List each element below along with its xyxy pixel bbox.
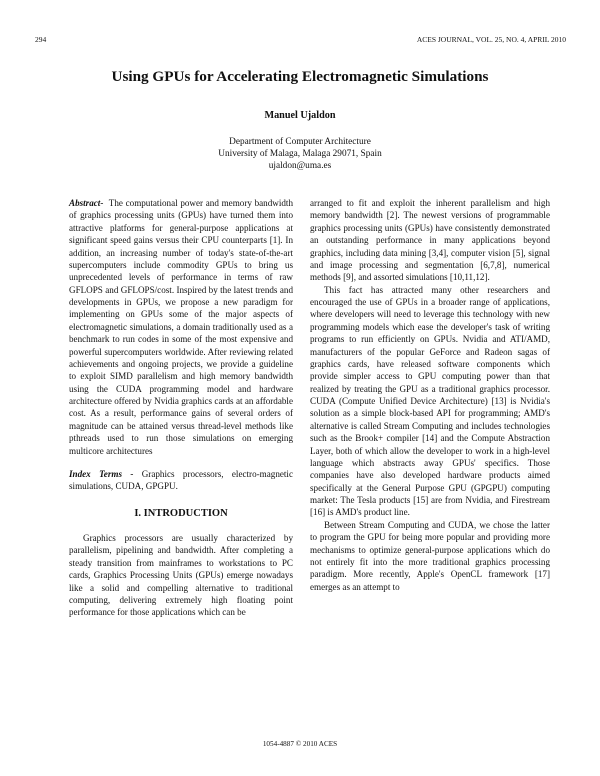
index-terms-text: Graphics processors, electro-magnetic simulations, CUDA, GPGPU.: [69, 468, 293, 492]
abstract-label: Abstract-: [69, 198, 104, 208]
abstract: [69, 197, 293, 457]
university: University of Malaga, Malaga 29071, Spain: [218, 149, 382, 159]
email: ujaldon@uma.es: [268, 161, 332, 171]
paragraph: Between Stream Computing and CUDA, we chose the latter to program the GPU for being more popular and providing more mechanisms to optimize general-purpose applications which do not entirely fit into the more traditional graphics processing paradigm. More recently, Apple's OpenCL framework [17] emerges as an attempt to: [310, 519, 550, 592]
intro-paragraph: Graphics processors are usually characterized by parallelism, pipelining and bandwidth. After completing a steady transition from mainframes to workstations to PC cards, Graphics Processing Units (GPUs) emerge nowadays like a solid and compelling alternative to traditional computing, delivering extremely high floating point performance for those applications which can be: [69, 533, 293, 618]
department: Department of Computer Architecture: [229, 137, 371, 147]
right-column: [310, 197, 550, 593]
paragraph: This fact has attracted many other researchers and encouraged the use of GPUs in a broader range of applications, where developers will need to leverage this technology with new programming models which ease the developer's task of writing programs to run efficiently on GPUs. Nvidia and ATI/AMD, manufacturers of the popular GeForce and Radeon sagas of graphics cards, have released software components which provide simpler access to GPU computing power than that realized by treating the GPU as a traditional graphics processor. CUDA (Compute Unified Device Architecture) [13] is Nvidia's solution as a simple block-based API for programming; AMD's alternative is called Stream Computing and includes technologies such as the Brook+ compiler [14] and the Compute Abstraction Layer, both of which allow the developer to work in a high-level language which abstracts away GPUs' specifics. Those companies have also developed hardware products aimed specifically at the General Purpose GPU (GPGPU) computing market: The Tesla products [15] are from Nvidia, and Firestream [16] is AMD's product line.: [310, 284, 550, 518]
abstract-text: The computational power and memory bandwidth of graphics processing units (GPUs) have turned them into attractive platforms for general-purpose applications at significant speed gains versus their CPU counterparts [1]. In addition, an increasing number of today's state-of-the-art supercomputers include commodity GPUs to bring us unprecedented levels of performance in terms of raw GFLOPS and GFLOPS/cost. Inspired by the latest trends and developments in GPUs, we propose a new paradigm for implementing on GPUs some of the major aspects of electromagnetic simulations, a domain traditionally used as a benchmark to run codes in some of the most expensive and powerful supercomputers worldwide. After reviewing related achievements and ongoing projects, we provide a guideline to exploit SIMD parallelism and high memory bandwidth using the CUDA programming model and hardware architecture offered by Nvidia graphics cards at an affordable cost. As a result, performance gains of several orders of magnitude can be attained versus thread-level methods like pthreads used to run those simulations on emerging multicore architectures: [69, 198, 293, 456]
page-number: 294: [35, 35, 47, 44]
left-column: [69, 197, 293, 619]
journal-header: ACES JOURNAL, VOL. 25, NO. 4, APRIL 2010: [416, 35, 566, 44]
author-name: Manuel Ujaldon: [264, 110, 336, 121]
paper-title: Using GPUs for Accelerating Electromagnetic Simulations: [111, 68, 489, 85]
section-heading: I. INTRODUCTION: [134, 507, 228, 519]
copyright-footer: 1054-4887 © 2010 ACES: [262, 740, 338, 748]
index-terms: [69, 468, 293, 493]
affiliation: [0, 136, 600, 172]
index-terms-label: Index Terms -: [69, 468, 134, 479]
paragraph: arranged to fit and exploit the inherent parallelism and high memory bandwidth [2]. The newest versions of programmable graphics processing units (GPUs) have consistently demonstrated an outstanding performance in many applications beyond graphics, including data mining [3,4], computer vision [5], signal and image processing and segmentation [6,7,8], numerical methods [9], and assorted simulations [10,11,12].: [310, 198, 550, 283]
